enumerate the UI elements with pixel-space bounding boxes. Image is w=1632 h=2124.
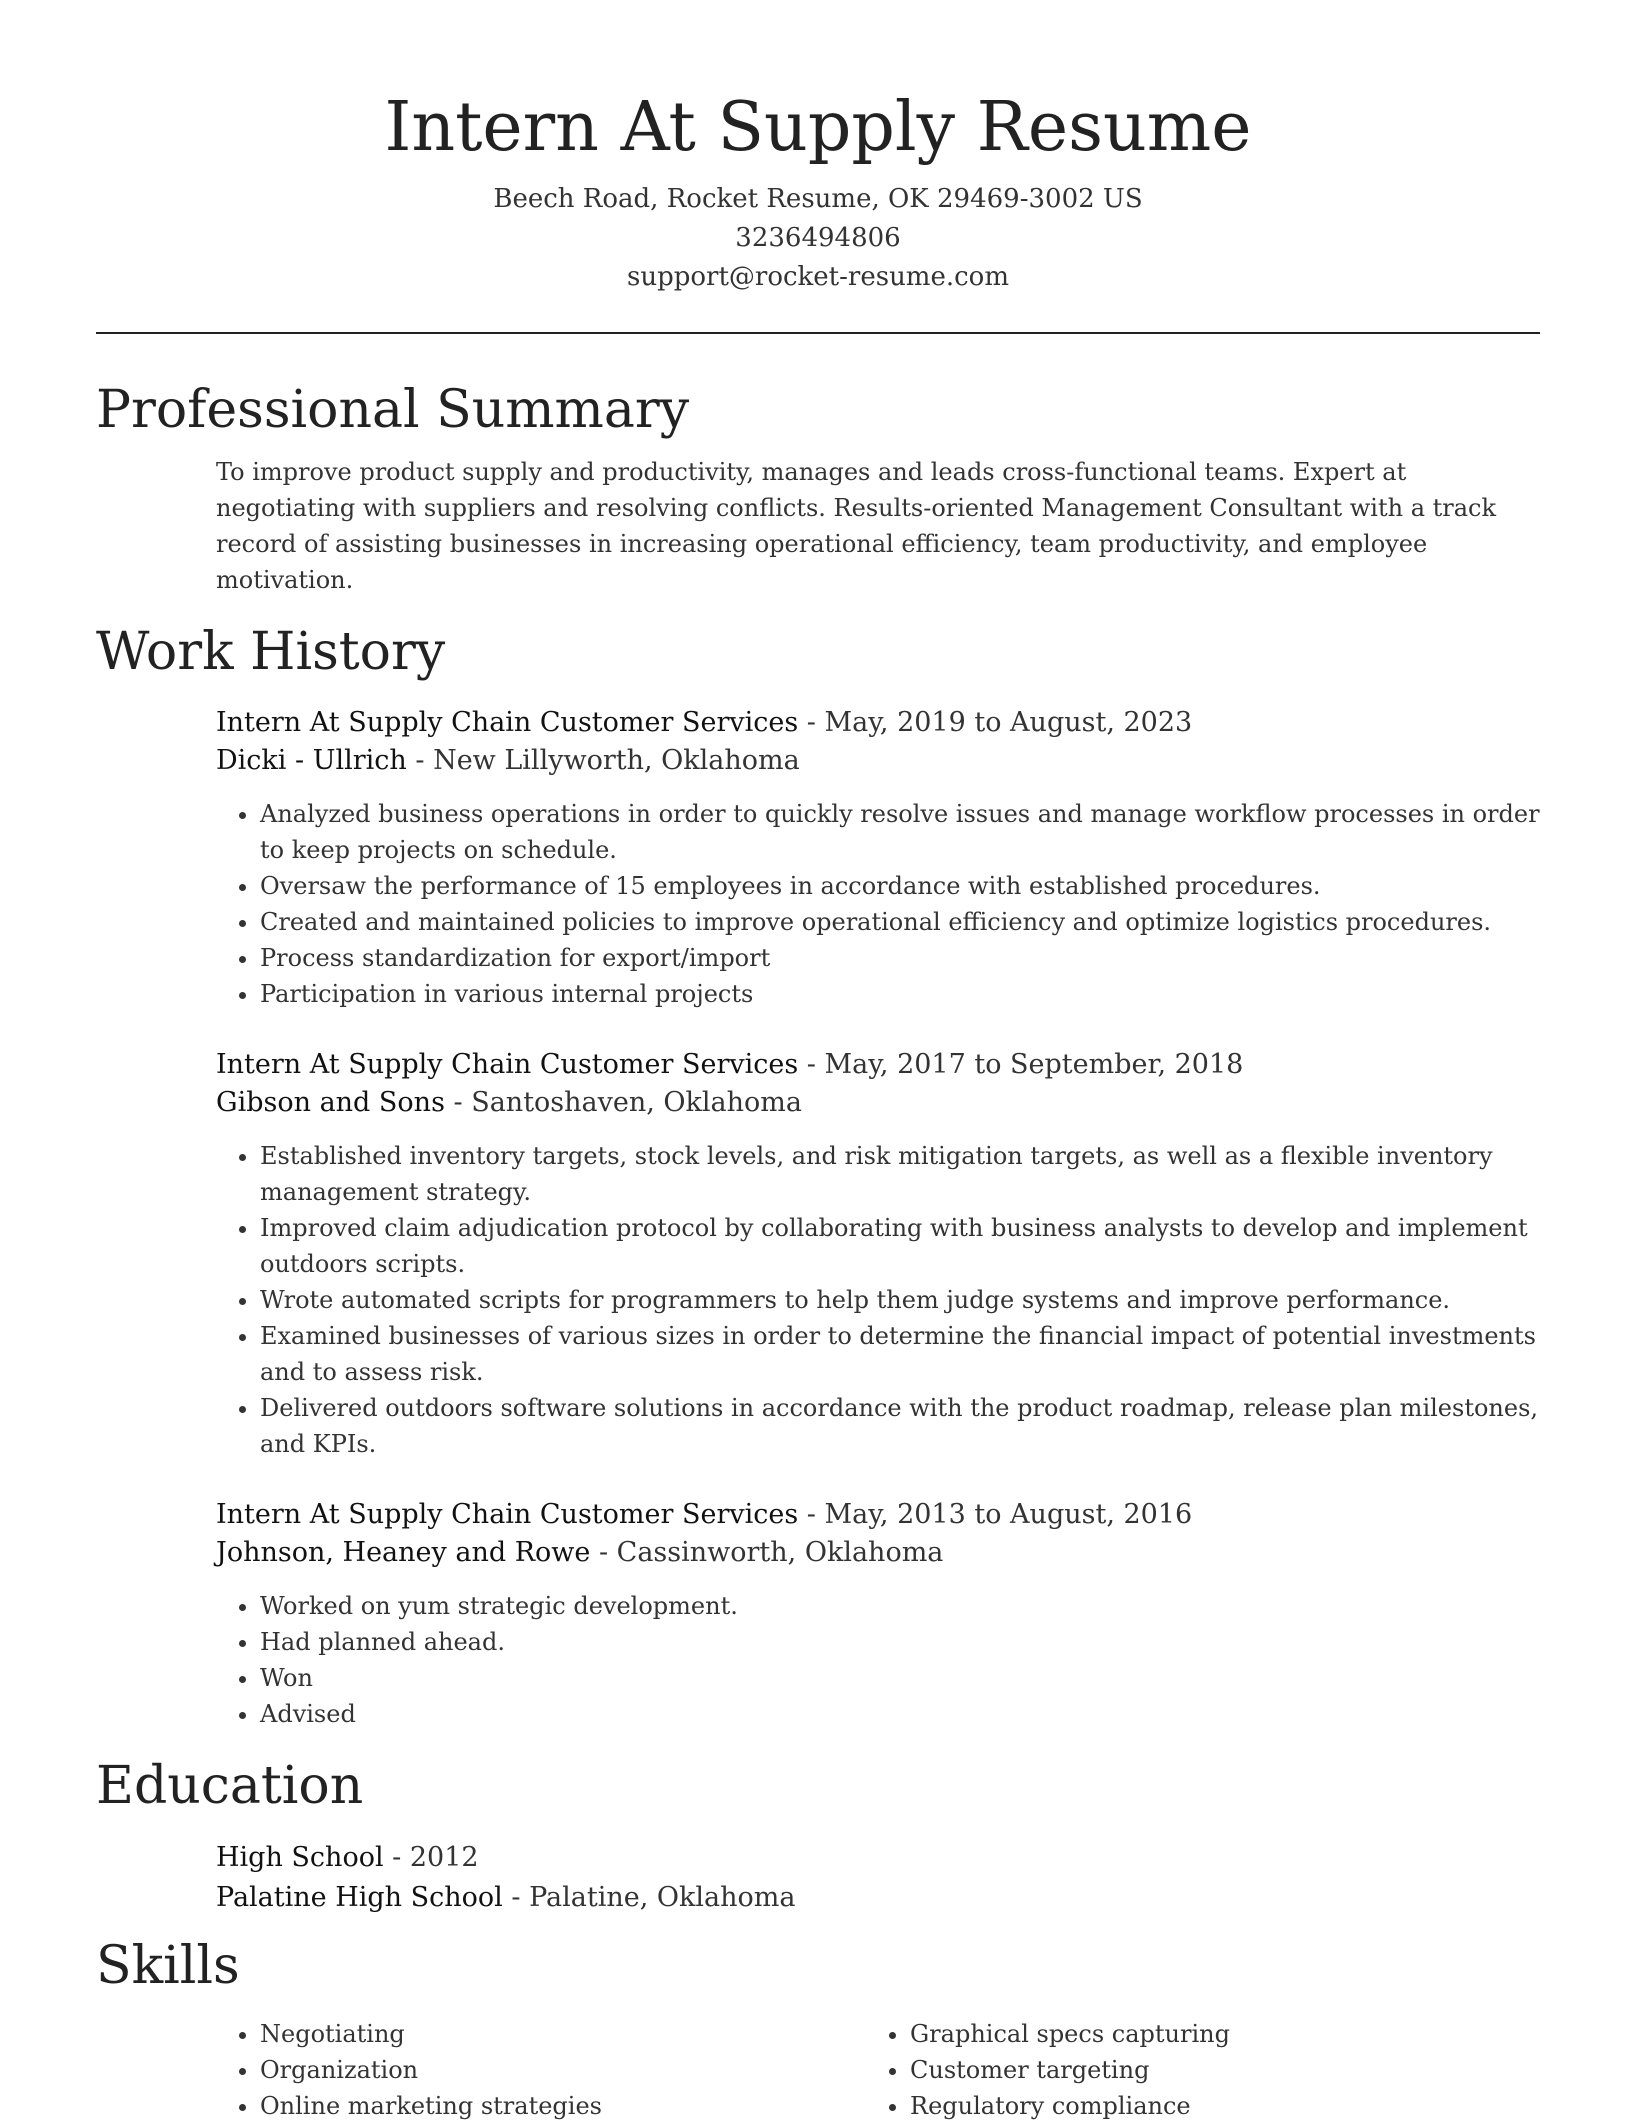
skill-item: • Online marketing strategies <box>260 2088 866 2124</box>
job-company: Dicki - Ullrich <box>216 745 407 776</box>
contact-address: Beech Road, Rocket Resume, OK 29469-3002 US <box>493 184 1143 214</box>
job-role: Intern At Supply Chain Customer Services <box>216 1499 799 1530</box>
summary-text: To improve product supply and productivity, manages and leads cross-functional teams. Expert at negotiating with suppliers and resolving conflicts. Results-oriented Management Consultant with a track record of assisting businesses in increasing operational efficiency, team productivity, and employee motivation. <box>216 458 1497 594</box>
job-bullet: • Created and maintained policies to improve operational efficiency and optimize logistics procedures. <box>260 904 1540 940</box>
skill-item: • Graphical specs capturing <box>910 2016 1516 2052</box>
job-bullets <box>216 796 1540 1012</box>
education-section <box>216 1838 1540 1918</box>
resume-header <box>96 0 1540 334</box>
job-company: Gibson and Sons <box>216 1087 445 1118</box>
job-bullet: • Process standardization for export/import <box>260 940 1540 976</box>
job-title-line <box>216 1046 1540 1084</box>
job-bullet: • Had planned ahead. <box>260 1624 1540 1660</box>
job-company-line <box>216 1534 1540 1572</box>
job-dates: - May, 2017 to September, 2018 <box>798 1049 1244 1080</box>
job-entry <box>216 704 1540 1012</box>
job-bullet: • Analyzed business operations in order to quickly resolve issues and manage workflow processes in order to keep projects on schedule. <box>260 796 1540 868</box>
job-bullet: • Improved claim adjudication protocol by collaborating with business analysts to develop and implement outdoors scripts. <box>260 1210 1540 1282</box>
job-company: Johnson, Heaney and Rowe <box>216 1537 591 1568</box>
skills-list <box>216 2016 866 2124</box>
header-divider <box>96 332 1540 334</box>
job-bullet: • Won <box>260 1660 1540 1696</box>
contact-email: support@rocket-resume.com <box>626 262 1009 292</box>
job-bullet: • Worked on yum strategic development. <box>260 1588 1540 1624</box>
job-role: Intern At Supply Chain Customer Services <box>216 707 799 738</box>
job-location: - New Lillyworth, Oklahoma <box>406 745 800 776</box>
job-entry <box>216 1046 1540 1462</box>
job-dates: - May, 2013 to August, 2016 <box>798 1499 1193 1530</box>
education-degree-line <box>216 1838 1540 1878</box>
job-bullet: • Established inventory targets, stock levels, and risk mitigation targets, as well as a flexible inventory management strategy. <box>260 1138 1540 1210</box>
job-title-line <box>216 1496 1540 1534</box>
skills-column-left <box>216 2016 866 2124</box>
contact-phone: 3236494806 <box>735 223 901 253</box>
job-bullet: • Wrote automated scripts for programmers to help them judge systems and improve performance. <box>260 1282 1540 1318</box>
skills-column-right <box>866 2016 1516 2124</box>
skills-list <box>866 2016 1516 2124</box>
skill-item: • Regulatory compliance <box>910 2088 1516 2124</box>
education-heading: Education <box>96 1756 364 1816</box>
job-title-line <box>216 704 1540 742</box>
education-location: - Palatine, Oklahoma <box>502 1882 796 1913</box>
job-company-line <box>216 1084 1540 1122</box>
job-bullet: • Delivered outdoors software solutions in accordance with the product roadmap, release plan milestones, and KPIs. <box>260 1390 1540 1462</box>
summary-heading: Professional Summary <box>96 380 690 440</box>
work-history-heading: Work History <box>96 622 446 682</box>
job-bullet: • Examined businesses of various sizes in order to determine the financial impact of potential investments and to assess risk. <box>260 1318 1540 1390</box>
job-bullets <box>216 1138 1540 1462</box>
job-bullets <box>216 1588 1540 1732</box>
candidate-name: Intern At Supply Resume <box>384 88 1252 167</box>
skill-item: • Organization <box>260 2052 866 2088</box>
work-history-section <box>216 704 1540 1732</box>
job-role: Intern At Supply Chain Customer Services <box>216 1049 799 1080</box>
job-bullet: • Participation in various internal projects <box>260 976 1540 1012</box>
education-year: - 2012 <box>383 1842 479 1873</box>
skill-item: • Customer targeting <box>910 2052 1516 2088</box>
skill-item: • Negotiating <box>260 2016 866 2052</box>
skills-section <box>216 2016 1540 2124</box>
summary-section <box>216 454 1540 598</box>
education-degree: High School <box>216 1842 384 1873</box>
job-bullet: • Oversaw the performance of 15 employees in accordance with established procedures. <box>260 868 1540 904</box>
resume-page <box>96 0 1540 2124</box>
job-dates: - May, 2019 to August, 2023 <box>798 707 1193 738</box>
job-location: - Santoshaven, Oklahoma <box>444 1087 802 1118</box>
education-school: Palatine High School <box>216 1882 503 1913</box>
education-school-line <box>216 1878 1540 1918</box>
job-bullet: • Advised <box>260 1696 1540 1732</box>
job-company-line <box>216 742 1540 780</box>
contact-block <box>96 180 1540 297</box>
skills-heading: Skills <box>96 1936 240 1996</box>
job-location: - Cassinworth, Oklahoma <box>590 1537 944 1568</box>
job-entry <box>216 1496 1540 1732</box>
